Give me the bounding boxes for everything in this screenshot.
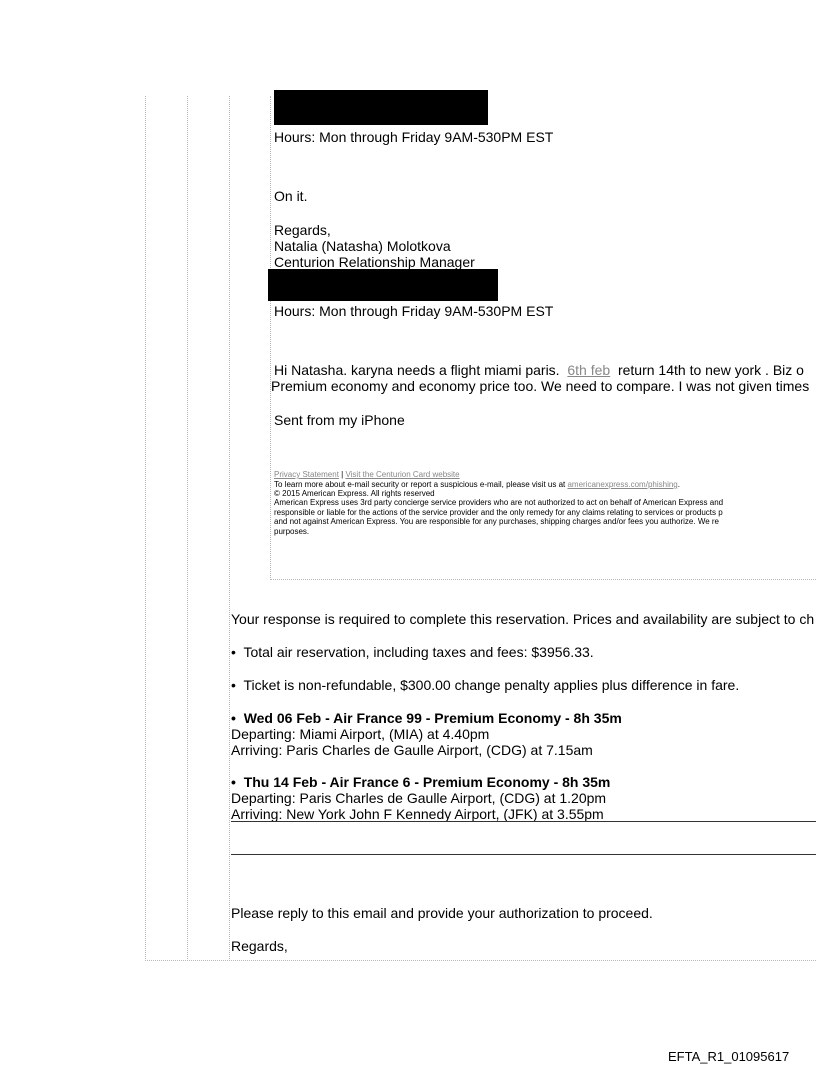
signature-regards: Regards, bbox=[274, 222, 331, 238]
disclaimer-text: To learn more about e-mail security or report a suspicious e-mail, please visit us at bbox=[274, 480, 568, 489]
bullet: • bbox=[231, 710, 236, 726]
quote-border-bottom bbox=[270, 579, 816, 580]
disclaimer-line: purposes. bbox=[274, 527, 310, 536]
flight-1-departing: Departing: Miami Airport, (MIA) at 4.40pm bbox=[231, 726, 490, 742]
table-border-left bbox=[145, 96, 146, 961]
disclaimer-line: responsible or liable for the actions of the service provider and the only remedy for any claims relating to services or products p bbox=[274, 508, 723, 517]
document-id: EFTA_R1_01095617 bbox=[668, 1049, 790, 1064]
bullet: • bbox=[231, 644, 236, 660]
disclaimer-links bbox=[274, 470, 460, 480]
link-separator: | bbox=[338, 470, 346, 479]
ticket-item bbox=[231, 677, 739, 693]
redaction-block bbox=[268, 269, 498, 301]
disclaimer-line: and not against American Express. You are responsible for any purchases, shipping charges and/or fees you authorize. We re bbox=[274, 517, 720, 526]
ticket-text: Ticket is non-refundable, $300.00 change penalty applies plus difference in fare. bbox=[243, 677, 740, 693]
message-text: return 14th to new york . Biz o bbox=[617, 362, 804, 378]
disclaimer-line: American Express uses 3rd party concierge service providers who are not authorized to act on behalf of American Express and bbox=[274, 498, 724, 507]
quote-border-left bbox=[270, 96, 271, 580]
phishing-link[interactable]: americanexpress.com/phishing bbox=[567, 480, 678, 489]
bullet: • bbox=[231, 774, 236, 790]
signature-title: Centurion Relationship Manager bbox=[274, 254, 475, 270]
table-border-inner-1 bbox=[187, 96, 188, 961]
reply-text: On it. bbox=[274, 188, 308, 204]
divider-line bbox=[231, 854, 816, 855]
flight-2-arriving: Arriving: New York John F Kennedy Airport, (JFK) at 3.55pm bbox=[231, 806, 604, 822]
original-message-line1 bbox=[274, 362, 804, 378]
flight-1-arriving: Arriving: Paris Charles de Gaulle Airport, (CDG) at 7.15am bbox=[231, 742, 593, 758]
flight-2-departing: Departing: Paris Charles de Gaulle Airport, (CDG) at 1.20pm bbox=[231, 790, 607, 806]
original-message-line2: Premium economy and economy price too. We need to compare. I was not given times bbox=[271, 378, 810, 394]
date-link[interactable]: 6th feb bbox=[567, 362, 611, 378]
redaction-block bbox=[274, 90, 488, 125]
total-item bbox=[231, 644, 594, 660]
divider-line bbox=[231, 821, 816, 822]
closing-regards: Regards, bbox=[231, 938, 288, 954]
signature-name: Natalia (Natasha) Molotkova bbox=[274, 238, 451, 254]
flight-1-header bbox=[231, 710, 622, 726]
hours-line: Hours: Mon through Friday 9AM-530PM EST bbox=[274, 303, 554, 319]
total-text: Total air reservation, including taxes and fees: $3956.33. bbox=[243, 644, 594, 660]
disclaimer-text: . bbox=[677, 480, 680, 489]
table-border-inner-2 bbox=[229, 96, 230, 961]
table-border-bottom bbox=[145, 960, 816, 961]
hours-line: Hours: Mon through Friday 9AM-530PM EST bbox=[274, 129, 554, 145]
disclaimer-line: © 2015 American Express. All rights reserved bbox=[274, 489, 435, 498]
flight-2-header bbox=[231, 774, 610, 790]
centurion-website-link[interactable]: Visit the Centurion Card website bbox=[345, 470, 460, 479]
privacy-statement-link[interactable]: Privacy Statement bbox=[274, 470, 339, 479]
response-required: Your response is required to complete this reservation. Prices and availability are subject to ch bbox=[231, 611, 815, 627]
flight-1-title: Wed 06 Feb - Air France 99 - Premium Economy - 8h 35m bbox=[243, 710, 622, 726]
bullet: • bbox=[231, 677, 236, 693]
flight-2-title: Thu 14 Feb - Air France 6 - Premium Economy - 8h 35m bbox=[243, 774, 611, 790]
authorization-request: Please reply to this email and provide your authorization to proceed. bbox=[231, 905, 653, 921]
message-text: Hi Natasha. karyna needs a flight miami paris. bbox=[274, 362, 560, 378]
sent-from: Sent from my iPhone bbox=[274, 412, 405, 428]
